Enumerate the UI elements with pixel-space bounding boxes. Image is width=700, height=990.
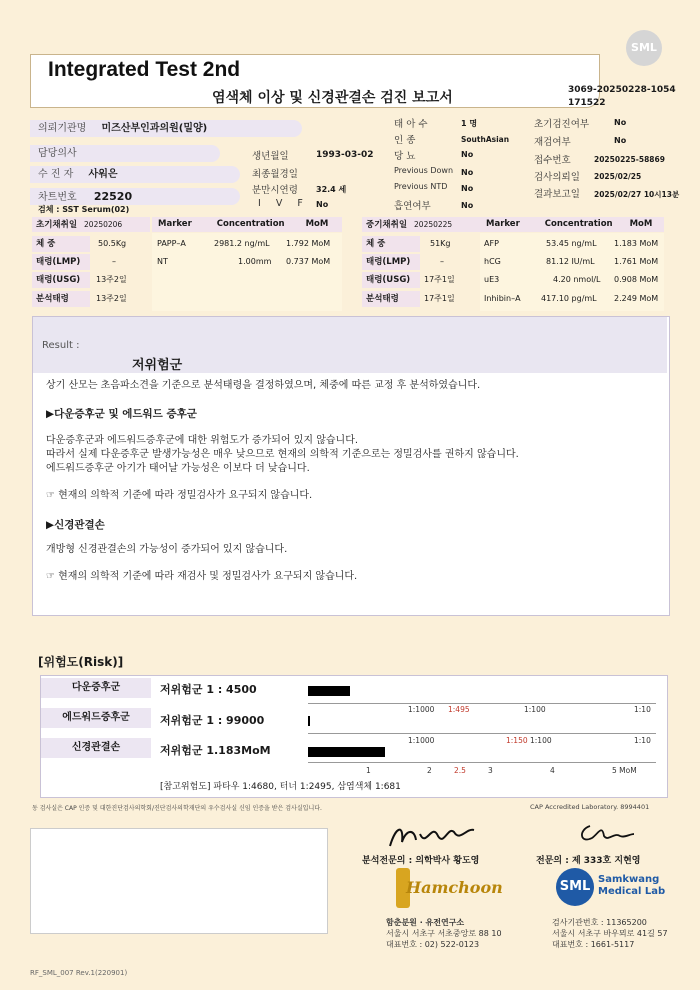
form-code: RF_SML_007 Rev.1(220901) <box>30 969 128 977</box>
marker-mom: 0.908 MoM <box>614 275 659 284</box>
scale-tick: 1:1000 <box>408 736 435 745</box>
second-col-conc: Concentration <box>544 219 613 229</box>
address-right-line: 서울시 서초구 바우뫼로 41길 57 <box>552 929 668 938</box>
institution-row <box>30 120 302 137</box>
second-date-header <box>362 217 480 232</box>
retest-label: 재검여부 <box>534 137 571 148</box>
risk-bar-down <box>308 686 350 696</box>
second-ga-label: 분석태령 <box>362 291 420 307</box>
scale-tick: 3 <box>488 766 493 775</box>
section-ntd-note: ☞ 현재의 의학적 기준에 따라 재검사 및 정밀검사가 요구되지 않습니다. <box>46 571 358 582</box>
samkwang-logo-text: Samkwang Medical Lab <box>598 874 666 897</box>
marker-mom: 1.183 MoM <box>614 239 659 248</box>
first-col-conc: Concentration <box>216 219 285 229</box>
first-ga-value: 13주2일 <box>96 294 127 303</box>
risk-axis-ntd <box>308 762 656 763</box>
second-date-value: 20250225 <box>414 220 453 229</box>
marker-mom: 1.761 MoM <box>614 257 659 266</box>
scale-tick: 2.5 <box>454 766 466 775</box>
examinee-value: 사워은 <box>88 169 118 180</box>
fetus-label: 태 아 수 <box>394 119 428 130</box>
marker-mom: 1.792 MoM <box>286 239 331 248</box>
address-right-line: 대표번호 : 1661-5117 <box>552 940 635 949</box>
first-lmp-value: – <box>112 257 116 266</box>
chart-value: 22520 <box>93 190 133 203</box>
prev-down-label: Previous Down <box>394 166 454 175</box>
sml-logo: SML <box>626 30 662 66</box>
address-right-line: 검사기관번호 : 11365200 <box>552 918 647 927</box>
first-weight-value: 50.5Kg <box>98 239 127 248</box>
scale-tick: 1:10 <box>634 736 651 745</box>
section-down-p3: 에드워드증후군 아기가 태어날 가능성은 이보다 더 낮습니다. <box>46 463 310 474</box>
scale-tick: 1 <box>366 766 371 775</box>
scale-tick: 1:1000 <box>408 705 435 714</box>
analyst-name: 분석전문의 : 의학박사 황도영 <box>362 856 480 866</box>
diabetes-label: 당 뇨 <box>394 151 416 162</box>
marker-conc: 4.20 nmol/L <box>553 275 601 284</box>
risk-value-edwards: 저위험군 1 : 99000 <box>160 714 265 727</box>
marker-name: hCG <box>484 257 501 266</box>
specimen-label: 검체 : <box>38 205 60 214</box>
sml-footer-logo-icon: SML <box>556 868 594 906</box>
race-label: 인 종 <box>394 135 416 146</box>
scale-tick: 1:100 <box>530 736 552 745</box>
examinee-label: 수 진 자 <box>38 169 74 180</box>
report-date-value: 2025/02/27 10시13분 <box>594 190 680 199</box>
institution-label: 의뢰기관명 <box>38 123 87 134</box>
ivf-value: No <box>316 200 329 209</box>
marker-name: Inhibin–A <box>484 294 521 303</box>
first-col-marker: Marker <box>158 219 192 229</box>
prev-ntd-label: Previous NTD <box>394 182 448 191</box>
address-right <box>552 917 668 950</box>
risk-label-down: 다운증후군 <box>41 678 151 698</box>
section-down-note: ☞ 현재의 의학적 기준에 따라 정밀검사가 요구되지 않습니다. <box>46 490 313 501</box>
section-ntd-title: ▶신경관결손 <box>46 519 105 531</box>
first-exam-value: No <box>614 118 627 127</box>
first-marker-header <box>152 217 342 232</box>
risk-axis-edwards <box>308 733 656 734</box>
scale-tick: 4 <box>550 766 555 775</box>
marker-name: uE3 <box>484 275 500 284</box>
section-down-p2: 따라서 실제 다운증후군 발생가능성은 매우 낮으므로 현재의 의학적 기준으로는 정밀검사를 권하지 않습니다. <box>46 449 519 460</box>
fetus-value: 1 명 <box>461 119 478 128</box>
address-left <box>386 917 502 950</box>
smoking-label: 흡연여부 <box>394 201 431 212</box>
examinee-row <box>30 166 240 183</box>
dob-label: 생년월일 <box>252 151 289 162</box>
first-date-header <box>32 217 150 232</box>
first-usg-label: 태령(USG) <box>32 272 90 288</box>
risk-title: [위험도(Risk)] <box>38 655 124 669</box>
marker-mom: 2.249 MoM <box>614 294 659 303</box>
second-weight-label: 체 중 <box>362 236 420 252</box>
hamchoon-logo: Hamchoon <box>406 878 503 897</box>
chart-row <box>30 188 240 205</box>
first-date-label: 초기채취일 <box>36 220 78 230</box>
scale-tick: 1:495 <box>448 705 470 714</box>
chart-label: 차트번호 <box>38 192 77 203</box>
age-value: 32.4 세 <box>316 185 347 194</box>
specimen <box>38 204 129 215</box>
first-weight-label: 체 중 <box>32 236 90 252</box>
risk-bar-edwards <box>308 716 310 726</box>
request-date-value: 2025/02/25 <box>594 172 642 181</box>
section-down-edwards-title: ▶다운증후군 및 에드워드 증후군 <box>46 408 197 420</box>
cap-number: CAP Accredited Laboratory. 8994401 <box>530 803 650 811</box>
address-left-line: 서울시 서초구 서초중앙로 88 10 <box>386 929 502 938</box>
retest-value: No <box>614 136 627 145</box>
scale-tick: 1:100 <box>524 705 546 714</box>
smoking-value: No <box>461 201 474 210</box>
scale-tick: 1:10 <box>634 705 651 714</box>
receipt-label: 접수번호 <box>534 155 571 166</box>
prev-down-value: No <box>461 168 474 177</box>
analyst-signature <box>386 818 482 854</box>
second-marker-header <box>480 217 664 232</box>
first-usg-value: 13주2일 <box>96 275 127 284</box>
first-lmp-label: 태령(LMP) <box>32 254 90 270</box>
lmp-date-label: 최종월경일 <box>252 169 298 180</box>
diabetes-value: No <box>461 150 474 159</box>
page-title: Integrated Test 2nd <box>48 58 241 81</box>
risk-label-edwards: 에드워드증후군 <box>41 708 151 728</box>
age-label: 분만시연령 <box>252 185 298 196</box>
result-value: 저위험군 <box>132 358 183 373</box>
marker-conc: 81.12 IU/mL <box>546 257 595 266</box>
marker-conc: 1.00mm <box>238 257 272 266</box>
specialist-name: 전문의 : 제 333호 지현영 <box>536 856 641 866</box>
risk-value-ntd: 저위험군 1.183MoM <box>160 744 271 757</box>
ivf-label: I V F <box>258 198 309 209</box>
first-exam-label: 초기검진여부 <box>534 119 590 130</box>
scale-tick: 1:150 <box>506 736 528 745</box>
marker-name: AFP <box>484 239 499 248</box>
section-ntd-p1: 개방형 신경관결손의 가능성이 증가되어 있지 않습니다. <box>46 544 288 555</box>
risk-bar-ntd <box>308 747 385 757</box>
receipt-value: 20250225-58869 <box>594 155 665 164</box>
page-subtitle: 염색체 이상 및 신경관결손 검진 보고서 <box>212 90 453 106</box>
second-lmp-label: 태령(LMP) <box>362 254 420 270</box>
dob-value: 1993-03-02 <box>316 150 374 160</box>
risk-label-ntd: 신경관결손 <box>41 738 151 758</box>
marker-name: NT <box>157 257 168 266</box>
memo-box <box>30 828 328 934</box>
second-usg-value: 17주1일 <box>424 275 455 284</box>
second-date-label: 중기채취일 <box>366 220 408 230</box>
specialist-signature <box>576 820 636 846</box>
second-weight-value: 51Kg <box>430 239 451 248</box>
risk-axis-down <box>308 703 656 704</box>
first-date-value: 20250206 <box>84 220 123 229</box>
result-header <box>33 317 667 373</box>
prev-ntd-value: No <box>461 184 474 193</box>
code-line-1: 3069-20250228-1054 <box>568 85 676 95</box>
reference-risk: [참고위험도] 파타우 1:4680, 터너 1:2495, 삼염색체 1:681 <box>160 782 401 792</box>
result-intro: 상기 산모는 초음파소견을 기준으로 분석태령을 결정하였으며, 체중에 따른 교정 후 분석하였습니다. <box>46 380 481 391</box>
first-col-mom: MoM <box>305 219 329 229</box>
specimen-value: SST Serum(02) <box>62 205 130 214</box>
scale-tick: 2 <box>427 766 432 775</box>
marker-conc: 2981.2 ng/mL <box>214 239 270 248</box>
risk-value-down: 저위험군 1 : 4500 <box>160 683 257 696</box>
request-date-label: 검사의뢰일 <box>534 172 580 183</box>
scale-tick: 5 MoM <box>612 766 637 775</box>
marker-name: PAPP–A <box>157 239 186 248</box>
section-down-p1: 다운증후군과 에드워드증후군에 대한 위험도가 증가되어 있지 않습니다. <box>46 435 359 446</box>
first-ga-label: 분석태령 <box>32 291 90 307</box>
report-code <box>568 84 676 110</box>
marker-conc: 53.45 ng/mL <box>546 239 597 248</box>
result-label: Result : <box>42 340 80 351</box>
code-line-2: 171522 <box>568 98 606 108</box>
second-usg-label: 태령(USG) <box>362 272 420 288</box>
doctor-label: 담당의사 <box>38 148 77 159</box>
address-left-line: 함춘분원 · 유전연구소 <box>386 918 465 927</box>
report-date-label: 결과보고일 <box>534 189 580 200</box>
doctor-row <box>30 145 220 162</box>
second-ga-value: 17주1일 <box>424 294 455 303</box>
marker-mom: 0.737 MoM <box>286 257 331 266</box>
address-left-line: 대표번호 : 02) 522-0123 <box>386 940 480 949</box>
second-lmp-value: – <box>440 257 444 266</box>
certification-note: 동 검사실은 CAP 인증 및 대한진단검사의학회/진단검사의학재단의 우수검사실 신임 인증을 받은 검사실입니다. <box>32 805 322 812</box>
institution-value: 미즈산부인과의원(밀양) <box>101 123 208 134</box>
race-value: SouthAsian <box>461 135 510 144</box>
marker-conc: 417.10 pg/mL <box>541 294 597 303</box>
second-col-mom: MoM <box>629 219 653 229</box>
second-col-marker: Marker <box>486 219 520 229</box>
